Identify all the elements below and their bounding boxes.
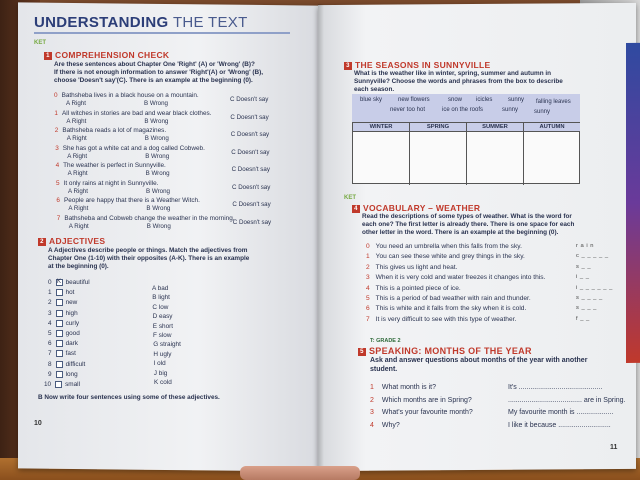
section-2-heading bbox=[38, 236, 105, 246]
speaking-question bbox=[370, 397, 472, 404]
section-4-instruction-3: other letter in the word. There is an example at the beginning (0). bbox=[362, 229, 559, 236]
item-number: 2 bbox=[366, 263, 370, 271]
item-number: 0 bbox=[366, 243, 370, 250]
adjective-number: 5 bbox=[48, 330, 52, 338]
season-header: AUTUMN bbox=[524, 123, 580, 132]
adjective-row bbox=[48, 340, 78, 347]
adjective-word: good bbox=[65, 330, 80, 338]
adjective-row bbox=[48, 289, 74, 296]
section-2-number: 2 bbox=[38, 238, 46, 246]
opposite-word: H ugly bbox=[153, 350, 172, 358]
answer-checkbox[interactable] bbox=[56, 371, 63, 378]
adjective-number: 0 bbox=[48, 279, 52, 287]
answer-option-b: B Wrong bbox=[146, 205, 171, 212]
comprehension-item bbox=[55, 145, 205, 152]
answer-line[interactable]: It's ........................................... bbox=[508, 384, 603, 391]
item-number: 3 bbox=[55, 144, 59, 152]
answer-option-b: B Wrong bbox=[144, 135, 169, 142]
box-word: sunny bbox=[502, 107, 519, 113]
answer-option-a: A Right bbox=[66, 135, 87, 142]
item-number: 3 bbox=[366, 274, 370, 282]
answer-blank[interactable]: s _ _ bbox=[576, 263, 592, 270]
answer-option-b: B Wrong bbox=[145, 170, 170, 177]
item-text: Bathsheba and Cobweb change the weather in the morning. bbox=[64, 214, 235, 222]
item-text: This is a pointed piece of ice. bbox=[375, 284, 461, 292]
page-title bbox=[34, 14, 248, 31]
comprehension-item bbox=[56, 162, 166, 169]
question-text: What month is it? bbox=[381, 384, 436, 391]
answer-option-c: C Doesn't say bbox=[231, 166, 270, 173]
item-text: It only rains at night in Sunnyville. bbox=[63, 179, 159, 187]
adjective-number: 8 bbox=[48, 360, 52, 368]
adjective-row bbox=[48, 310, 78, 317]
page-edge-strip bbox=[626, 43, 640, 363]
item-number: 7 bbox=[56, 214, 61, 222]
answer-option-c: C Doesn't say bbox=[230, 113, 269, 121]
item-text: This is a period of bad weather with rain and thunder. bbox=[375, 295, 531, 302]
item-text: People are happy that there is a Weather Witch. bbox=[63, 197, 200, 204]
season-column-summer bbox=[467, 123, 524, 185]
item-number: 4 bbox=[366, 284, 370, 292]
adjective-number: 6 bbox=[48, 340, 52, 348]
word-box bbox=[352, 94, 580, 122]
adjective-word: high bbox=[65, 309, 78, 317]
speaking-question bbox=[370, 422, 400, 429]
opposite-word: K cold bbox=[154, 379, 172, 386]
season-header: SPRING bbox=[410, 123, 466, 132]
opposite-word: F slow bbox=[153, 332, 172, 339]
adjective-word: beautiful bbox=[65, 279, 90, 287]
adjective-number: 1 bbox=[48, 289, 52, 297]
section-5-instruction-2: student. bbox=[370, 366, 398, 373]
answer-blank[interactable]: i _ _ _ _ _ _ bbox=[576, 284, 613, 291]
adjective-word: dark bbox=[65, 340, 78, 348]
comprehension-item bbox=[57, 215, 235, 222]
vocabulary-item bbox=[366, 264, 457, 271]
item-text: Bathsheba reads a lot of magazines. bbox=[62, 127, 167, 134]
box-word: sunny bbox=[534, 109, 551, 115]
season-column-winter bbox=[353, 123, 410, 185]
item-number: 4 bbox=[55, 162, 60, 169]
item-number: 2 bbox=[54, 127, 59, 134]
section-2-title: ADJECTIVES bbox=[49, 236, 106, 246]
answer-line[interactable]: My favourite month is ................... bbox=[508, 409, 614, 417]
section-5-title: SPEAKING: MONTHS OF THE YEAR bbox=[369, 346, 532, 356]
answer-option-c: C Doesn't say bbox=[231, 148, 270, 156]
answer-option-a: A Right bbox=[68, 222, 89, 230]
answer-checkbox[interactable] bbox=[56, 340, 63, 347]
adjective-number: 9 bbox=[48, 370, 52, 378]
adjective-row bbox=[48, 371, 78, 378]
vocabulary-item bbox=[366, 285, 461, 292]
box-word: never too hot bbox=[390, 107, 426, 113]
season-column-autumn bbox=[524, 123, 580, 185]
adjective-word: difficult bbox=[65, 360, 86, 368]
opposite-word: E short bbox=[152, 322, 174, 330]
season-column-spring bbox=[410, 123, 467, 185]
item-text: This gives us light and heat. bbox=[375, 263, 458, 271]
seasons-table bbox=[352, 122, 580, 184]
adjective-word: curly bbox=[65, 319, 80, 327]
answer-line[interactable]: ...................................... are in Spring. bbox=[508, 396, 626, 404]
answer-option-a: A Right bbox=[68, 187, 88, 195]
adjective-number: 3 bbox=[48, 309, 52, 317]
answer-checkbox[interactable] bbox=[56, 289, 63, 296]
vocabulary-item bbox=[366, 274, 545, 281]
answer-blank[interactable]: i _ _ bbox=[576, 274, 590, 281]
section-5-heading bbox=[358, 346, 532, 356]
item-text: The weather is perfect in Sunnyville. bbox=[63, 162, 166, 169]
answer-blank[interactable]: s _ _ _ bbox=[576, 305, 597, 312]
opposite-word: I old bbox=[153, 360, 166, 368]
answer-blank[interactable]: r a i n bbox=[576, 243, 594, 249]
book-spine bbox=[318, 4, 324, 470]
opposite-word: A bad bbox=[152, 285, 169, 292]
item-text: It is very difficult to see with this type of weather. bbox=[375, 315, 517, 323]
adjective-row bbox=[48, 361, 85, 368]
vocabulary-item bbox=[366, 295, 531, 302]
answer-line[interactable]: I like it because ........................... bbox=[508, 421, 611, 429]
item-text: Bathsheba lives in a black house on a mountain. bbox=[61, 92, 199, 99]
section-1-instruction-1: Are these sentences about Chapter One 'Right' (A) or 'Wrong' (B)? bbox=[54, 61, 255, 68]
section-4-title: VOCABULARY – WEATHER bbox=[363, 203, 481, 213]
box-word: icicles bbox=[476, 97, 493, 103]
answer-checkbox[interactable] bbox=[55, 381, 62, 388]
box-word: blue sky bbox=[360, 97, 383, 103]
answer-checkbox[interactable] bbox=[56, 299, 63, 306]
section-4-instruction-1: Read the descriptions of some types of weather. What is the word for bbox=[362, 213, 572, 220]
item-number: 5 bbox=[366, 295, 370, 302]
question-text: Which months are in Spring? bbox=[381, 396, 472, 404]
question-text: Why? bbox=[381, 421, 400, 429]
adjective-number: 7 bbox=[48, 350, 52, 358]
section-3-heading bbox=[344, 60, 491, 70]
section-4-heading bbox=[352, 203, 480, 213]
box-word: snow bbox=[448, 97, 463, 103]
page-number-left: 10 bbox=[34, 420, 42, 427]
question-text: What's your favourite month? bbox=[381, 409, 473, 417]
answer-checkbox[interactable] bbox=[56, 361, 63, 368]
adjective-word: hot bbox=[65, 289, 75, 297]
section-4-number: 4 bbox=[352, 205, 360, 213]
section-3-instruction-3: each season. bbox=[354, 86, 395, 93]
grade-label: T: GRADE 2 bbox=[370, 338, 401, 344]
comprehension-item bbox=[54, 110, 211, 117]
comprehension-item bbox=[56, 180, 158, 187]
adjective-row bbox=[48, 279, 90, 286]
item-text: This is white and it falls from the sky when it is cold. bbox=[375, 305, 527, 313]
section-1-instruction-3: choose 'Doesn't say'(C). There is an example at the beginning (0). bbox=[54, 77, 253, 84]
adjective-word: small bbox=[65, 381, 81, 389]
title-bold: UNDERSTANDING bbox=[34, 14, 169, 31]
answer-option-c: C Doesn't say bbox=[232, 218, 272, 226]
adjective-row bbox=[48, 330, 80, 337]
opposite-word: B light bbox=[152, 294, 170, 302]
item-number: 7 bbox=[366, 315, 370, 323]
adjective-row bbox=[44, 381, 80, 388]
title-underline bbox=[34, 32, 290, 34]
section-5-instruction-1: Ask and answer questions about months of the year with another bbox=[370, 357, 588, 364]
adjective-row bbox=[48, 350, 76, 357]
comprehension-item bbox=[55, 127, 166, 134]
answer-blank[interactable]: s _ _ _ _ bbox=[576, 295, 603, 301]
opposite-word: J big bbox=[153, 369, 168, 377]
vocabulary-item bbox=[366, 243, 522, 250]
answer-checkbox[interactable]: K bbox=[57, 279, 62, 285]
item-text: You need an umbrella when this falls from the sky. bbox=[375, 243, 522, 250]
adjective-number: 2 bbox=[48, 299, 52, 307]
answer-checkbox[interactable] bbox=[56, 310, 63, 317]
section-3-instruction-1: What is the weather like in winter, spring, summer and autumn in bbox=[354, 70, 552, 77]
answer-blank[interactable]: c _ _ _ _ _ bbox=[576, 253, 609, 260]
answer-option-b: B Wrong bbox=[144, 100, 168, 107]
answer-option-b: B Wrong bbox=[145, 152, 170, 160]
item-text: All witches in stories are bad and wear black clothes. bbox=[61, 109, 212, 117]
answer-option-c: C Doesn't say bbox=[232, 183, 271, 191]
adjective-number: 10 bbox=[44, 381, 52, 389]
answer-option-a: A Right bbox=[66, 100, 86, 107]
ket-label-left: KET bbox=[34, 40, 46, 46]
section-5-number: 5 bbox=[358, 348, 366, 356]
adjective-word: fast bbox=[65, 350, 76, 358]
item-number: 5 bbox=[56, 179, 60, 187]
item-number: 4 bbox=[370, 421, 374, 429]
answer-option-c: C Doesn't say bbox=[230, 131, 270, 138]
item-text: You can see these white and grey things in the sky. bbox=[375, 253, 525, 261]
item-number: 1 bbox=[370, 384, 374, 391]
vocabulary-item bbox=[366, 316, 516, 323]
section-1-heading bbox=[44, 50, 169, 60]
answer-blank[interactable]: f _ _ bbox=[576, 315, 590, 322]
answer-option-a: A Right bbox=[67, 170, 88, 177]
answer-checkbox[interactable] bbox=[56, 330, 63, 337]
adjective-word: new bbox=[65, 299, 78, 307]
adjective-row bbox=[48, 299, 77, 306]
ket-label-right: KET bbox=[344, 195, 356, 201]
answer-checkbox[interactable] bbox=[56, 350, 63, 357]
answer-option-c: C Doesn't say bbox=[232, 201, 271, 208]
item-number: 3 bbox=[370, 409, 374, 417]
section-2-instruction-2: Chapter One (1-10) with their opposites (A-K). There is an example bbox=[48, 255, 250, 262]
item-number: 6 bbox=[56, 197, 60, 204]
answer-checkbox[interactable] bbox=[56, 320, 63, 327]
season-header: SUMMER bbox=[467, 123, 523, 132]
section-1-number: 1 bbox=[44, 52, 52, 60]
answer-option-a: A Right bbox=[66, 117, 87, 125]
season-header: WINTER bbox=[353, 123, 409, 132]
adjective-row bbox=[48, 320, 79, 327]
comprehension-item bbox=[54, 92, 199, 99]
vocabulary-item bbox=[366, 253, 525, 260]
section-2-instruction-1: A Adjectives describe people or things. Match the adjectives from bbox=[48, 247, 248, 254]
opposite-word: D easy bbox=[152, 313, 173, 321]
hand-fingers bbox=[240, 466, 360, 480]
item-text: When it is very cold and water freezes it changes into this. bbox=[375, 274, 546, 282]
section-4-instruction-2: each one? The first letter is already there. There is one space for each bbox=[362, 221, 575, 228]
item-number: 6 bbox=[366, 305, 370, 313]
section-2-instruction-3: at the beginning (0). bbox=[48, 263, 109, 270]
section-3-number: 3 bbox=[344, 62, 352, 70]
opposite-word: C low bbox=[152, 303, 169, 311]
adjective-word: long bbox=[65, 370, 78, 378]
box-word: ice on the roofs bbox=[442, 107, 484, 113]
opposite-word: G straight bbox=[153, 341, 181, 349]
page-number-right: 11 bbox=[610, 444, 618, 451]
box-word: new flowers bbox=[398, 97, 430, 103]
answer-option-c: C Doesn't say bbox=[230, 96, 269, 103]
section-1-title: COMPREHENSION CHECK bbox=[55, 50, 170, 60]
answer-option-a: A Right bbox=[68, 205, 89, 212]
item-number: 2 bbox=[370, 396, 374, 404]
box-word: falling leaves bbox=[536, 99, 571, 105]
answer-option-a: A Right bbox=[67, 152, 88, 160]
item-number: 1 bbox=[366, 253, 370, 261]
item-text: She has got a white cat and a dog called Cobweb. bbox=[62, 144, 205, 152]
vocabulary-item bbox=[366, 305, 526, 312]
section-2-instruction-b: B Now write four sentences using some of these adjectives. bbox=[38, 394, 220, 401]
speaking-question bbox=[370, 409, 473, 416]
section-1-instruction-2: If there is not enough information to answer 'Right'(A) or 'Wrong' (B), bbox=[54, 69, 264, 76]
speaking-question bbox=[370, 384, 436, 391]
item-number: 0 bbox=[54, 92, 58, 99]
title-light: THE TEXT bbox=[172, 14, 248, 31]
answer-option-b: B Wrong bbox=[144, 117, 169, 125]
section-3-instruction-2: Sunnyville? Choose the words and phrases from the box to describe bbox=[354, 78, 563, 85]
section-3-title: THE SEASONS IN SUNNYVILLE bbox=[355, 60, 491, 70]
item-number: 1 bbox=[54, 109, 58, 117]
comprehension-item bbox=[56, 197, 200, 204]
box-word: sunny bbox=[508, 97, 525, 103]
answer-option-b: B Wrong bbox=[146, 187, 170, 195]
adjective-number: 4 bbox=[48, 319, 52, 327]
answer-option-b: B Wrong bbox=[146, 222, 171, 230]
